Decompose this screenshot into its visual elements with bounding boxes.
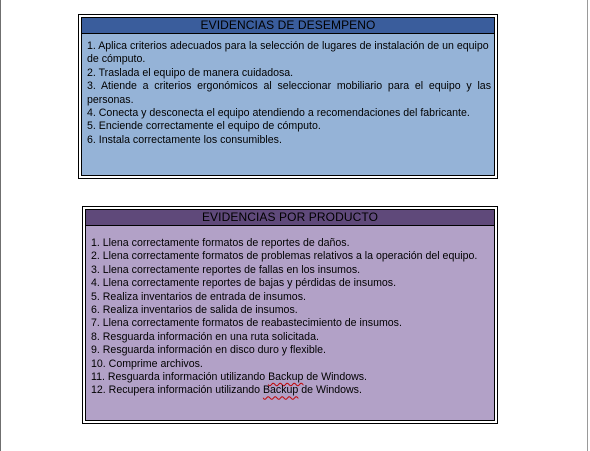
producto-item-7: 7. Llena correctamente formatos de reabastecimiento de insumos. [91, 317, 402, 330]
desempeno-item-3: 3. Atiende a criterios ergonómicos al seleccionar mobiliario para el equipo y las personas. [87, 80, 491, 106]
evidencias-producto-list [86, 226, 494, 420]
evidencias-producto-frame [85, 209, 495, 421]
producto-item-11-prefix: 11. Resguarda información utilizando [91, 371, 269, 384]
evidencias-producto-title: EVIDENCIAS POR PRODUCTO [86, 210, 494, 226]
producto-item-6: 6. Realiza inventarios de salida de insumos. [91, 304, 298, 317]
producto-item-4: 4. Llena correctamente reportes de bajas y pérdidas de insumos. [91, 277, 397, 290]
desempeno-item-4: 4. Conecta y desconecta el equipo atendiendo a recomendaciones del fabricante. [87, 107, 470, 120]
evidencias-desempeno-frame [81, 17, 495, 176]
page-edge-left [0, 0, 1, 451]
producto-item-5: 5. Realiza inventarios de entrada de insumos. [91, 290, 306, 303]
producto-item-11 [91, 371, 491, 384]
desempeno-item-6: 6. Instala correctamente los consumibles. [87, 133, 282, 146]
desempeno-item-1: 1. Aplica criterios adecuados para la selección de lugares de instalación de un equipo de cómputo. [87, 40, 489, 66]
spellcheck-word-backup: Backup [268, 371, 304, 384]
spellcheck-word-backup: Backup [262, 384, 299, 397]
evidencias-desempeno-title: EVIDENCIAS DE DESEMPENO [82, 18, 494, 34]
producto-item-3: 3. Llena correctamente reportes de fallas en los insumos. [91, 263, 361, 276]
producto-item-8: 8. Resguarda información en una ruta solicitada. [91, 330, 319, 343]
evidencias-producto-box [82, 206, 498, 424]
producto-item-12-prefix: 12. Recupera información utilizando [91, 384, 263, 397]
desempeno-item-5: 5. Enciende correctamente el equipo de cómputo. [87, 120, 321, 133]
producto-item-12 [91, 384, 491, 397]
producto-item-1: 1. Llena correctamente formatos de reportes de daños. [91, 237, 350, 249]
producto-item-11-suffix: de Windows. [303, 371, 367, 384]
producto-item-9: 9. Resguarda información en disco duro y flexible. [91, 344, 326, 357]
evidencias-desempeno-list [82, 34, 494, 175]
desempeno-item-2: 2. Traslada el equipo de manera cuidadosa. [87, 66, 294, 79]
producto-item-10: 10. Comprime archivos. [91, 357, 203, 370]
producto-item-12-suffix: de Windows. [298, 384, 362, 397]
evidencias-desempeno-box [78, 14, 498, 179]
producto-item-2: 2. Llena correctamente formatos de problemas relativos a la operación del equipo. [91, 250, 478, 263]
page-edge-right [587, 0, 588, 451]
